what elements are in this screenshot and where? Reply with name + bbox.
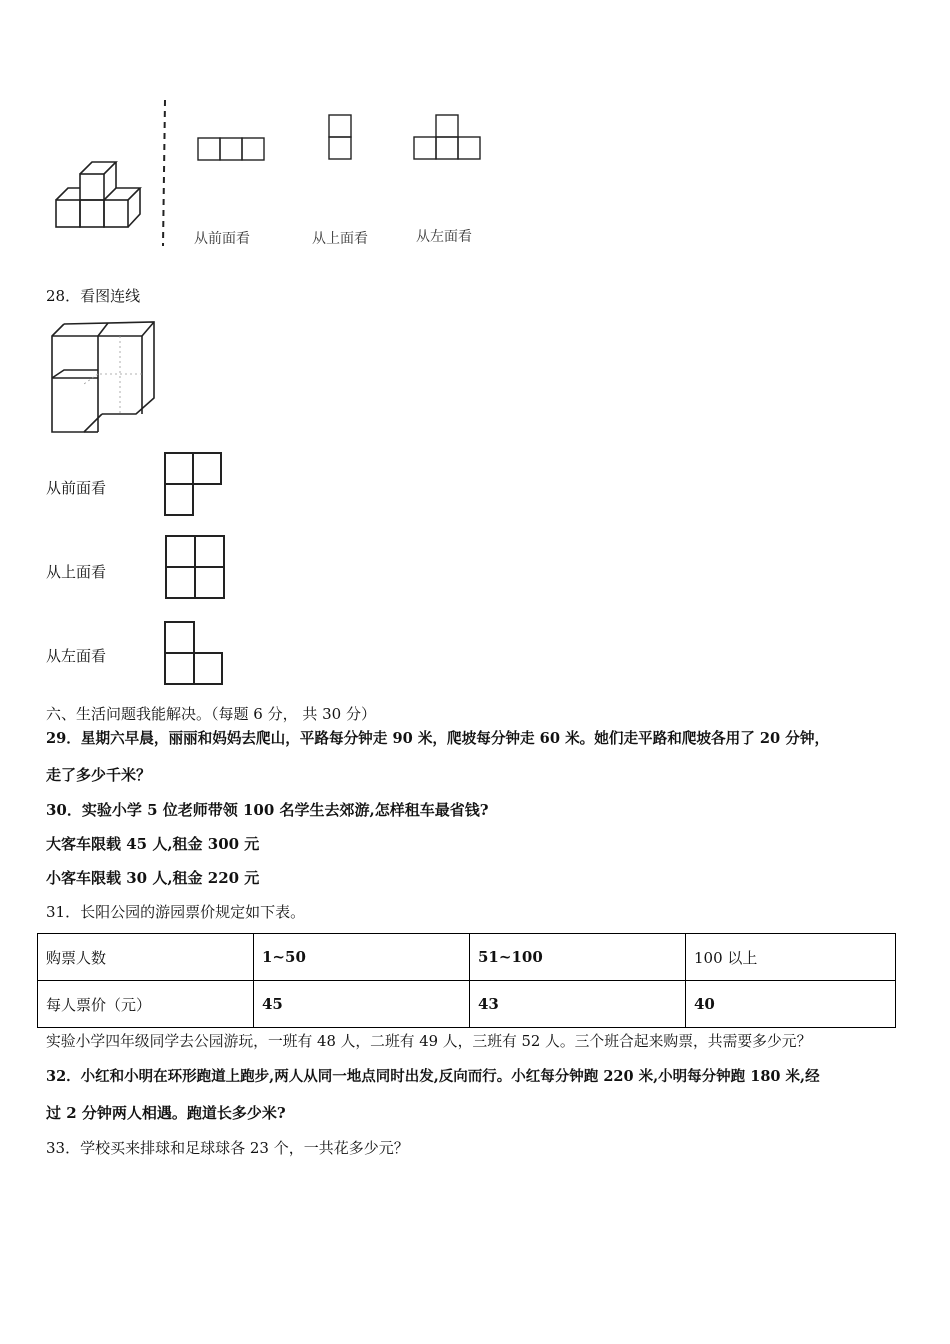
table-cell: 40: [686, 981, 896, 1028]
ticket-price-table: [37, 933, 896, 1028]
q28-title: 28．看图连线: [46, 287, 141, 305]
front-view-figure: [197, 137, 267, 162]
q29-line2: 走了多少千米？: [46, 766, 152, 784]
table-row: [38, 934, 896, 981]
q28-view-a-figure: [164, 452, 224, 518]
q31-title: 31．长阳公园的游园票价规定如下表。: [46, 903, 306, 921]
table-row: [38, 981, 896, 1028]
table-cell: 1~50: [254, 934, 470, 981]
q28-label-front: 从前面看: [46, 479, 107, 497]
q30-title: 30．实验小学 5 位老师带领 100 名学生去郊游,怎样租车最省钱?: [46, 801, 489, 819]
left-view-figure: [413, 114, 483, 162]
q33-title: 33．学校买来排球和足球球各 23 个，一共花多少元？: [46, 1139, 409, 1157]
q29-line1: 29．星期六早晨，丽丽和妈妈去爬山，平路每分钟走 90 米，爬坡每分钟走 60 米。她们走平路和爬坡各用了 20 分钟，: [46, 730, 830, 747]
cube-stack-figure: [50, 150, 160, 235]
q32-line1: 32．小红和小明在环形跑道上跑步,两人从同一地点同时出发,反向而行。小红每分钟跑 220 米,小明每分钟跑 180 米,经: [46, 1068, 820, 1085]
caption-left-view: 从左面看: [416, 229, 472, 245]
table-cell: 每人票价（元）: [38, 981, 254, 1028]
section6-heading: 六、生活问题我能解决。（每题 6 分， 共 30 分）: [46, 705, 376, 723]
table-cell: 43: [470, 981, 686, 1028]
q30-small-bus: 小客车限载 30 人,租金 220 元: [46, 869, 260, 887]
q28-solid-figure: [46, 318, 158, 436]
caption-top-view: 从上面看: [312, 231, 368, 247]
q31-question: 实验小学四年级同学去公园游玩，一班有 48 人，二班有 49 人，三班有 52 人。三个班合起来购票，共需要多少元？: [46, 1033, 812, 1050]
caption-front-view: 从前面看: [194, 231, 250, 247]
q30-big-bus: 大客车限载 45 人,租金 300 元: [46, 835, 260, 853]
table-cell: 购票人数: [38, 934, 254, 981]
q28-label-left: 从左面看: [46, 647, 107, 665]
table-cell: 51~100: [470, 934, 686, 981]
top-view-figure: [328, 114, 354, 162]
q32-line2: 过 2 分钟两人相遇。跑道长多少米?: [46, 1104, 286, 1122]
q28-label-top: 从上面看: [46, 563, 107, 581]
table-cell: 45: [254, 981, 470, 1028]
divider-dashed-line: [160, 100, 170, 248]
q28-view-b-figure: [165, 535, 227, 601]
table-cell: 100 以上: [686, 934, 896, 981]
q28-view-c-figure: [164, 621, 226, 687]
